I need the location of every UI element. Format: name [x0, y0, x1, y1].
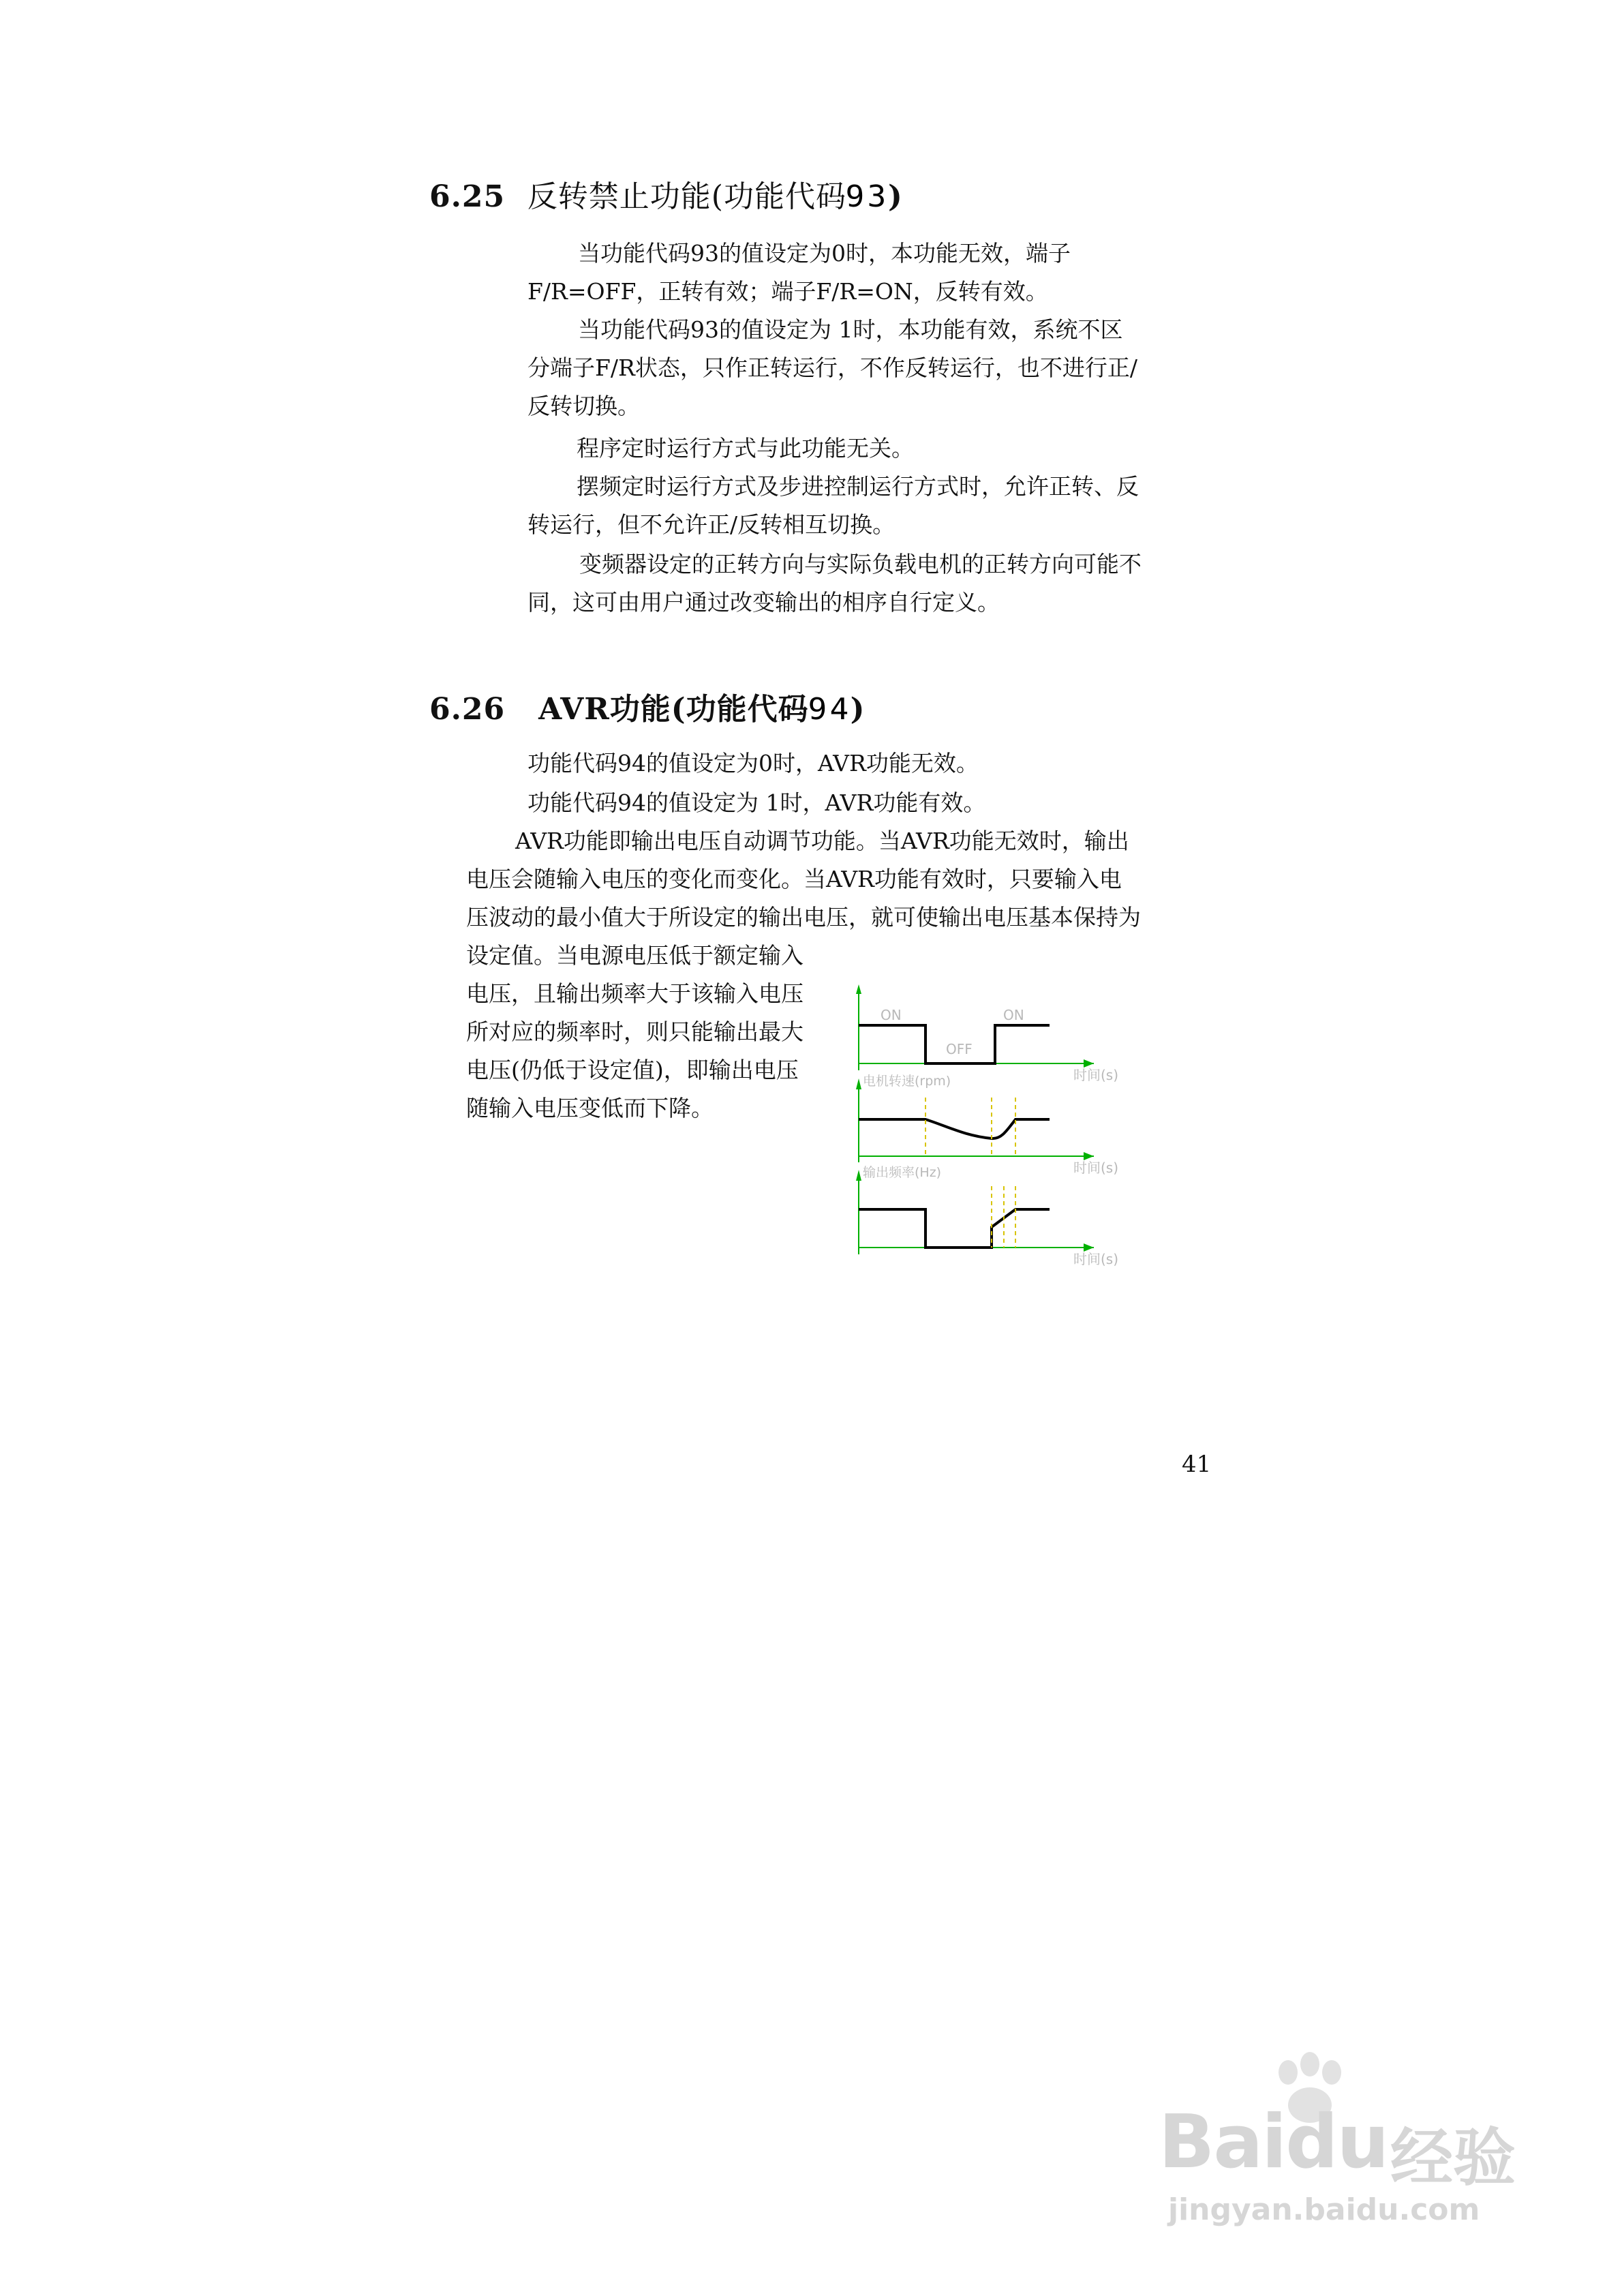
time-axis-label-1: 时间(s) — [1073, 1067, 1119, 1083]
avr-timing-diagram — [845, 975, 1145, 1282]
section-625-title: 反转禁止功能(功能代码 — [527, 179, 846, 214]
section-625-code: 93 — [845, 179, 889, 214]
section-625-close: ) — [887, 179, 903, 214]
on-label-1: ON — [881, 1007, 902, 1023]
section-625-heading — [429, 172, 903, 215]
section-626-title: AVR功能(功能代码 — [538, 692, 809, 727]
output-freq-label: 输出频率(Hz) — [863, 1165, 942, 1180]
baidu-watermark — [1159, 2052, 1567, 2229]
row2-axis-arrow-up — [856, 1078, 861, 1089]
output-freq-signal — [859, 1209, 1050, 1248]
s625-line-3: 分端子F/R状态，只作正转运行，不作反转运行，也不进行正/ — [527, 354, 1137, 381]
time-axis-label-2: 时间(s) — [1073, 1160, 1119, 1176]
motor-speed-curve — [859, 1119, 1050, 1138]
time-axis-label-3: 时间(s) — [1073, 1251, 1119, 1267]
s626-line-6: 电压，且输出频率大于该输入电压 — [466, 980, 804, 1007]
s625-line-5: 程序定时运行方式与此功能无关。 — [577, 435, 914, 462]
watermark-cn: 经验 — [1390, 2121, 1516, 2194]
s626-line-0: 功能代码94的值设定为0时，AVR功能无效。 — [527, 750, 979, 776]
row1-axis-arrow-up — [856, 984, 861, 994]
watermark-brand: Bai — [1159, 2100, 1286, 2185]
s625-line-7: 转运行，但不允许正/反转相互切换。 — [527, 511, 896, 538]
row3-axis-arrow-up — [856, 1170, 861, 1181]
section-626-code: 94 — [808, 692, 852, 727]
s625-line-1: F/R=OFF，正转有效；端子F/R=ON，反转有效。 — [527, 278, 1048, 305]
s626-line-2: AVR功能即输出电压自动调节功能。当AVR功能无效时，输出 — [515, 828, 1129, 854]
section-625-number: 6.25 — [429, 179, 506, 214]
section-626-heading — [429, 684, 865, 728]
s625-line-6: 摆频定时运行方式及步进控制运行方式时，允许正转、反 — [577, 473, 1139, 500]
s626-line-1: 功能代码94的值设定为 1时，AVR功能有效。 — [527, 789, 986, 816]
on-label-2: ON — [1003, 1007, 1024, 1023]
motor-speed-label: 电机转速(rpm) — [863, 1074, 951, 1089]
page-number: 41 — [1182, 1451, 1212, 1478]
s626-line-3: 电压会随输入电压的变化而变化。当AVR功能有效时，只要输入电 — [466, 866, 1122, 892]
s625-line-2: 当功能代码93的值设定为 1时，本功能有效，系统不区 — [578, 316, 1123, 343]
section-626-number: 6.26 — [429, 692, 506, 727]
s625-line-0: 当功能代码93的值设定为0时，本功能无效，端子 — [578, 240, 1071, 267]
s626-line-8: 电压(仍低于设定值)，即输出电压 — [466, 1057, 799, 1083]
s625-line-9: 同，这可由用户通过改变输出的相序自行定义。 — [527, 589, 1000, 616]
s625-line-8: 变频器设定的正转方向与实际负载电机的正转方向可能不 — [579, 551, 1142, 577]
s626-line-7: 所对应的频率时，则只能输出最大 — [466, 1018, 804, 1045]
watermark-brand-du: du — [1285, 2100, 1388, 2185]
off-label: OFF — [946, 1041, 973, 1057]
s626-line-9: 随输入电压变低而下降。 — [466, 1095, 714, 1121]
s625-line-4: 反转切换。 — [527, 393, 640, 419]
s626-line-5: 设定值。当电源电压低于额定输入 — [466, 942, 804, 969]
section-626-close: ) — [850, 692, 866, 727]
watermark-url: jingyan.baidu.com — [1168, 2192, 1480, 2227]
s626-line-4: 压波动的最小值大于所设定的输出电压，就可使输出电压基本保持为 — [466, 904, 1141, 931]
